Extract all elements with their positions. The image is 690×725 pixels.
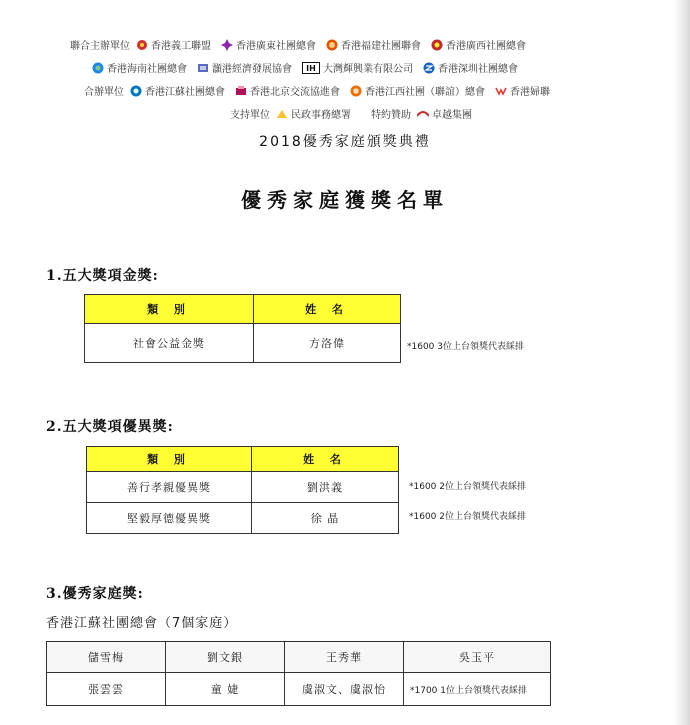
rehearsal-note: *1600 2位上台領獎代表綵排: [409, 512, 526, 522]
zhuoyue-logo-icon: [417, 108, 429, 120]
table-row: [87, 472, 399, 503]
table-row: [87, 503, 399, 534]
table-row: [85, 324, 401, 363]
ceremony-title: 2018優秀家庭頒獎典禮: [259, 134, 431, 150]
family-name-cell: 吳玉平: [404, 642, 551, 673]
org-jiangsu: 香港江蘇社團總會: [130, 83, 225, 98]
section-3-heading: 3.優秀家庭獎:: [46, 586, 144, 602]
family-group-name: 香港江蘇社團總會（7個家庭）: [46, 616, 238, 631]
beijing-exchange-logo-icon: [235, 85, 247, 97]
family-name-cell: 童 婕: [166, 673, 285, 706]
gold-award-table: [84, 294, 401, 363]
column-header-name: 姓 名: [252, 447, 399, 472]
shenzhen-logo-icon: [423, 62, 435, 74]
jiangxi-logo-icon: [350, 85, 362, 97]
co-hosts-row: [84, 83, 560, 98]
co-organizers-row: [70, 37, 536, 52]
family-name-cell: 王秀華: [285, 642, 404, 673]
co-organizers-label: 聯合主辦單位: [70, 41, 130, 52]
org-jiangxi: 香港江西社團（聯誼）總會: [350, 83, 485, 98]
co-organizers-row-2: [92, 60, 528, 75]
org-zhuoyue: 卓越集團: [417, 106, 472, 121]
rehearsal-note: *1700 1位上台領獎代表綵排: [404, 673, 551, 706]
column-header-category: 類 別: [87, 447, 252, 472]
dawan-company-logo-icon: [302, 62, 320, 74]
gold-award-table-header: [85, 295, 401, 324]
family-name-cell: 虞淑文、虞淑怡: [285, 673, 404, 706]
sponsor-label: 特約贊助: [371, 110, 411, 121]
merit-award-table: [86, 446, 399, 534]
org-guangdong: 香港廣東社團總會: [221, 37, 316, 52]
winner-name-cell: 方洛偉: [254, 324, 401, 363]
award-category-cell: 善行孝親優異獎: [87, 472, 252, 503]
award-category-cell: 社會公益金獎: [85, 324, 254, 363]
award-list-title: 優秀家庭獲獎名單: [241, 188, 449, 212]
rehearsal-note: *1600 3位上台領獎代表綵排: [407, 342, 524, 352]
org-shenzhen: 香港深圳社團總會: [423, 60, 518, 75]
economic-association-logo-icon: [197, 62, 209, 74]
table-row: [47, 642, 551, 673]
org-economic-association: 灝港經濟發展協會: [197, 60, 292, 75]
merit-award-table-header: [87, 447, 399, 472]
org-hainan: 香港海南社團總會: [92, 60, 187, 75]
hainan-globe-logo-icon: [92, 62, 104, 74]
supporters-row: [230, 106, 482, 121]
jiangsu-logo-icon: [130, 85, 142, 97]
org-women-federation: 香港婦聯: [495, 83, 550, 98]
women-federation-logo-icon: [495, 85, 507, 97]
table-row: [47, 673, 551, 706]
column-header-category: 類 別: [85, 295, 254, 324]
org-beijing-exchange: 香港北京交流協進會: [235, 83, 340, 98]
section-2-heading: 2.五大獎項優異獎:: [46, 419, 174, 435]
column-header-name: 姓 名: [254, 295, 401, 324]
family-award-table: [46, 641, 551, 706]
winner-name-cell: 劉洪義: [252, 472, 399, 503]
section-1-heading: 1.五大獎項金獎:: [46, 268, 159, 284]
rehearsal-note: *1600 2位上台領獎代表綵排: [409, 482, 526, 492]
volunteer-alliance-logo-icon: [136, 39, 148, 51]
page-edge-shadow: [674, 0, 690, 725]
svg-text:IH: IH: [306, 63, 316, 73]
org-fujian: 香港福建社團聯會: [326, 37, 421, 52]
family-name-cell: 劉文銀: [166, 642, 285, 673]
co-hosts-label: 合辦單位: [84, 87, 124, 98]
winner-name-cell: 徐 晶: [252, 503, 399, 534]
guangxi-seal-logo-icon: [431, 39, 443, 51]
home-affairs-logo-icon: [276, 108, 288, 120]
family-name-cell: 儲雪梅: [47, 642, 166, 673]
award-category-cell: 堅毅厚德優異獎: [87, 503, 252, 534]
family-name-cell: 張雲雲: [47, 673, 166, 706]
guangdong-flower-logo-icon: [221, 39, 233, 51]
org-home-affairs: 民政事務總署: [276, 106, 351, 121]
org-volunteer-alliance: 香港義工聯盟: [136, 37, 211, 52]
supporters-label: 支持單位: [230, 110, 270, 121]
org-guangxi: 香港廣西社團總會: [431, 37, 526, 52]
org-dawan: IH 大灣輝興業有限公司: [302, 60, 413, 75]
fujian-seal-logo-icon: [326, 39, 338, 51]
